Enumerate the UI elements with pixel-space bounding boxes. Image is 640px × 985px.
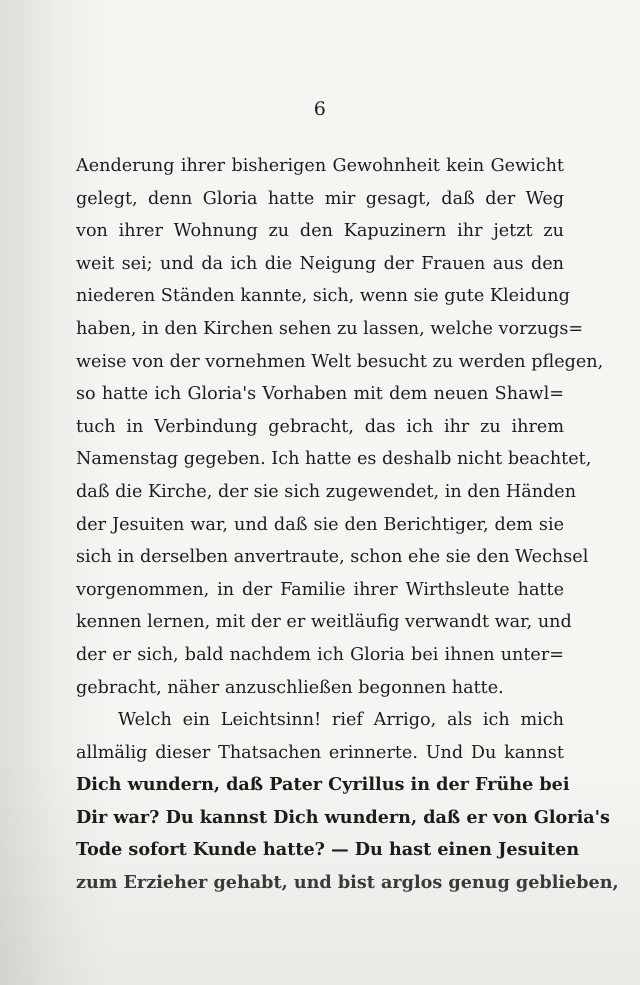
text-line: weit sei; und da ich die Neigung der Frauen aus den: [76, 253, 564, 274]
text-line: Tode sofort Kunde hatte? — Du hast einen Jesuiten: [76, 839, 580, 861]
text-line: daß die Kirche, der sie sich zugewendet, in den Händen: [76, 481, 577, 502]
paragraph-start-line: Welch ein Leichtsinn! rief Arrigo, als ich mich: [118, 710, 564, 731]
text-line: Aenderung ihrer bisherigen Gewohnheit kein Gewicht: [76, 156, 564, 176]
text-line: niederen Ständen kannte, sich, wenn sie gute Kleidung: [76, 286, 570, 307]
text-line: zum Erzieher gehabt, und bist arglos genug geblieben,: [76, 872, 619, 894]
text-line: allmälig dieser Thatsachen erinnerte. Und Du kannst: [76, 742, 564, 763]
text-line: haben, in den Kirchen sehen zu lassen, welche vorzugs=: [76, 318, 584, 339]
text-line: sich in derselben anvertraute, schon ehe sie den Wechsel: [76, 547, 589, 568]
text-line: der Jesuiten war, und daß sie den Berichtiger, dem sie: [76, 514, 564, 535]
text-line: kennen lernen, mit der er weitläufig verwandt war, und: [76, 612, 572, 633]
body-text: [76, 150, 619, 900]
text-line: der er sich, bald nachdem ich Gloria bei ihnen unter=: [76, 644, 564, 665]
text-line: Namenstag gegeben. Ich hatte es deshalb nicht beachtet,: [76, 449, 592, 470]
text-line: tuch in Verbindung gebracht, das ich ihr zu ihrem: [76, 416, 564, 437]
text-line: weise von der vornehmen Welt besucht zu werden pflegen,: [76, 351, 604, 372]
text-line: von ihrer Wohnung zu den Kapuzinern ihr jetzt zu: [76, 221, 564, 242]
text-line: Dir war? Du kannst Dich wundern, daß er von Gloria's: [76, 806, 610, 828]
page-number: 6: [313, 98, 327, 120]
text-line: so hatte ich Gloria's Vorhaben mit dem neuen Shawl=: [76, 384, 564, 405]
paragraph-end-line: gebracht, näher anzuschließen begonnen hatte.: [76, 677, 504, 698]
text-line: vorgenommen, in der Familie ihrer Wirthsleute hatte: [76, 579, 564, 600]
text-line: gelegt, denn Gloria hatte mir gesagt, daß der Weg: [76, 188, 564, 209]
text-line: Dich wundern, daß Pater Cyrillus in der Frühe bei: [76, 774, 570, 796]
